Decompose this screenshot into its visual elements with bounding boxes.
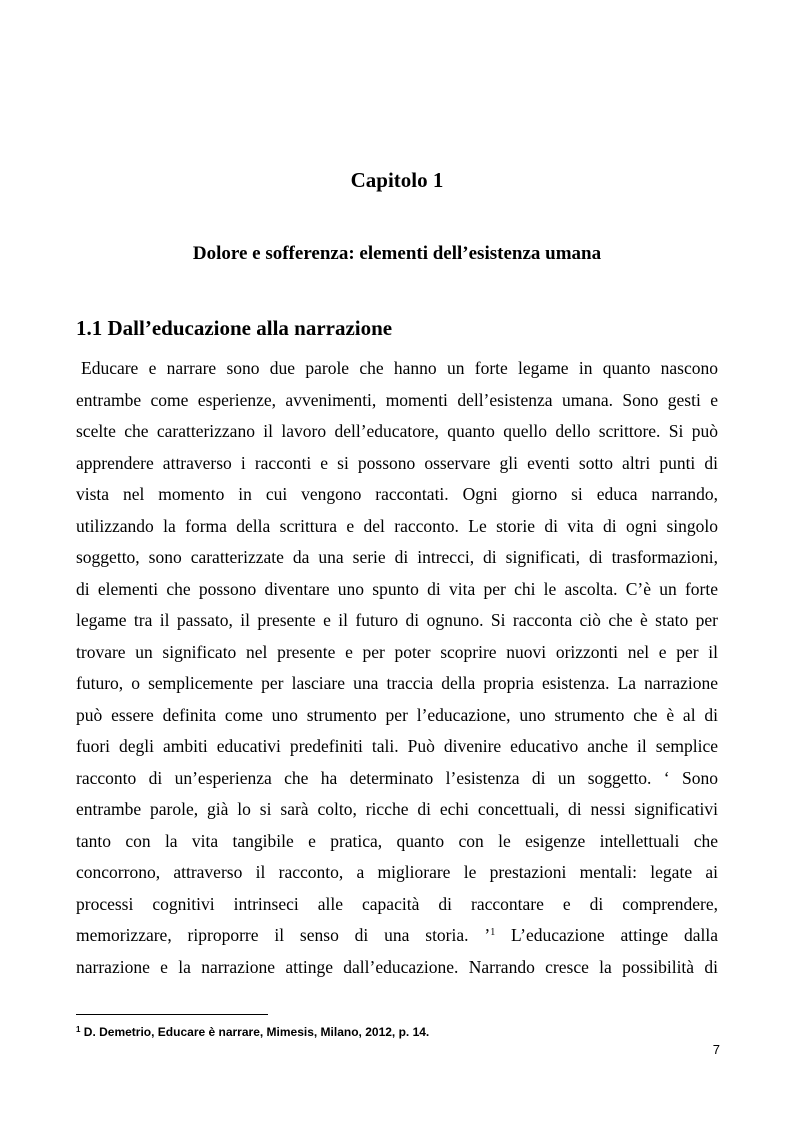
body-paragraph — [76, 353, 718, 983]
text-line: può essere definita come uno strumento per l’educazione, uno strumento che è al di — [76, 704, 718, 725]
text-line: Educare e narrare sono due parole che hanno un forte legame in quanto nascono — [81, 358, 718, 378]
footnote-marker: 1 — [76, 1025, 81, 1034]
text-line: trovare un significato nel presente e per poter scoprire nuovi orizzonti nel e per il — [76, 641, 718, 662]
footnote — [76, 1024, 429, 1040]
footnote-text: D. Demetrio, Educare è narrare, Mimesis, Milano, 2012, p. 14. — [80, 1025, 430, 1039]
chapter-subtitle: Dolore e sofferenza: elementi dell’esistenza umana — [192, 243, 602, 264]
line-segment: L’educazione attinge dalla — [495, 925, 718, 945]
text-line: soggetto, sono caratterizzate da una serie di intrecci, di significati, di trasformazioni, — [76, 547, 718, 567]
chapter-title: Capitolo 1 — [350, 168, 444, 192]
text-line: racconto di un’esperienza che ha determinato l’esistenza di un soggetto. ‘ Sono — [76, 767, 718, 788]
text-line: processi cognitivi intrinseci alle capacità di raccontare e di comprendere, — [76, 893, 718, 914]
text-line: entrambe come esperienze, avvenimenti, momenti dell’esistenza umana. Sono gesti e — [76, 389, 718, 410]
text-line: futuro, o semplicemente per lasciare una traccia della propria esistenza. La narrazione — [76, 673, 718, 693]
footnote-reference[interactable]: 1 — [490, 927, 496, 938]
text-line: vista nel momento in cui vengono raccontati. Ogni giorno si educa narrando, — [76, 484, 718, 504]
text-line: tanto con la vita tangibile e pratica, quanto con le esigenze intellettuali che — [76, 830, 718, 851]
text-line: narrazione e la narrazione attinge dall’educazione. Narrando cresce la possibilità di — [76, 956, 718, 977]
page-number: 7 — [712, 1042, 720, 1057]
text-line: concorrono, attraverso il racconto, a migliorare le prestazioni mentali: legate ai — [76, 862, 718, 882]
section-heading: 1.1 Dall’educazione alla narrazione — [76, 316, 393, 340]
text-line: fuori degli ambiti educativi predefiniti tali. Può divenire educativo anche il semplice — [76, 736, 718, 756]
text-line: di elementi che possono diventare uno spunto di vita per chi le ascolta. C’è un forte — [76, 578, 718, 599]
text-line: utilizzando la forma della scrittura e del racconto. Le storie di vita di ogni singolo — [76, 515, 718, 536]
text-line-with-footnote-ref — [76, 920, 718, 952]
footnote-separator — [76, 1014, 268, 1015]
text-line: entrambe parole, già lo si sarà colto, ricche di echi concettuali, di nessi significativi — [76, 799, 718, 819]
text-line: apprendere attraverso i racconti e si possono osservare gli eventi sotto altri punti di — [76, 452, 718, 473]
text-line: scelte che caratterizzano il lavoro dell’educatore, quanto quello dello scrittore. Si può — [76, 421, 718, 441]
line-segment: memorizzare, riproporre il senso di una storia. ’ — [76, 925, 491, 945]
text-line: legame tra il passato, il presente e il futuro di ognuno. Si racconta ciò che è stato per — [76, 610, 718, 630]
